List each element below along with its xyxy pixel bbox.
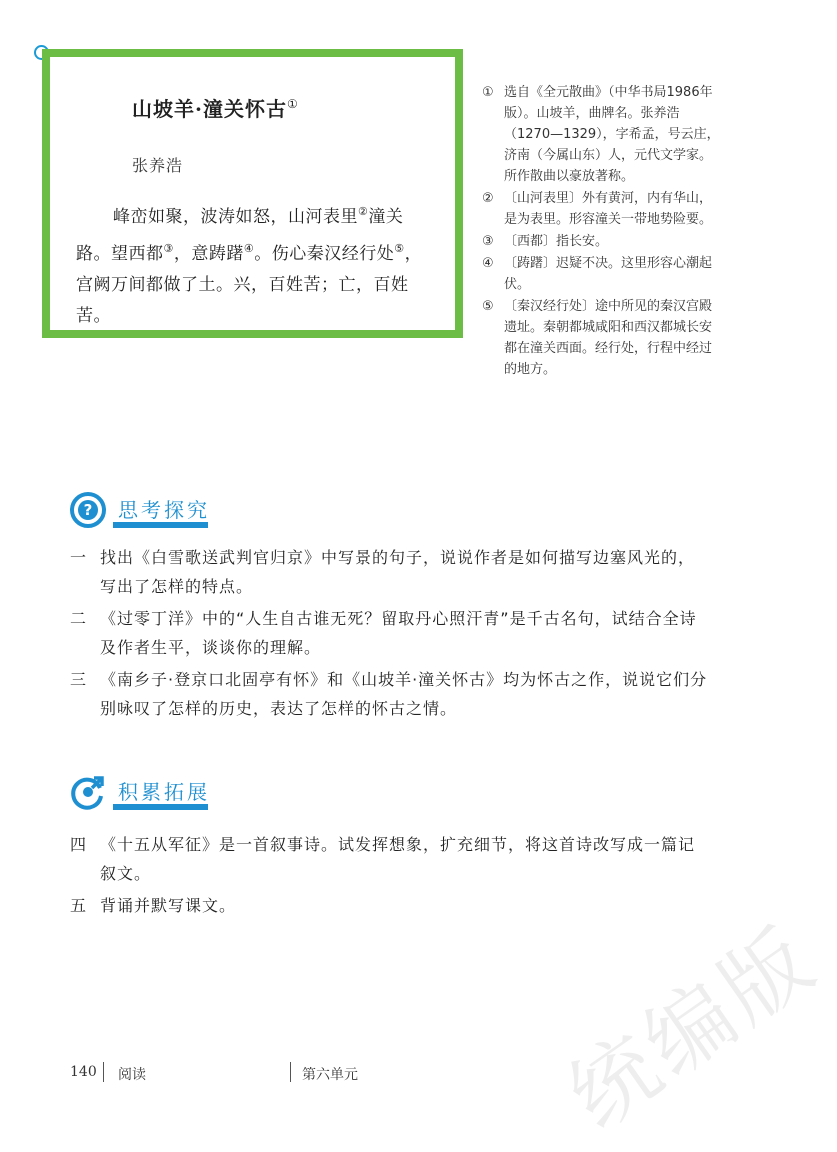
footnote-item: ③ 〔西都〕指长安。 xyxy=(482,234,609,249)
poem-title: 山坡羊·潼关怀古① xyxy=(132,97,299,121)
question-item: 四 《十五从军征》是一首叙事诗。试发挥想象，扩充细节，将这首诗改写成一篇记叙文。 xyxy=(70,835,696,883)
question-icon xyxy=(70,492,106,528)
footnote-item: ② 〔山河表里〕外有黄河，内有华山，是为表里。形容潼关一带地势险要。 xyxy=(482,191,713,227)
footnotes xyxy=(482,82,722,381)
footnote-item: ⑤ 〔秦汉经行处〕途中所见的秦汉宫殿遗址。秦朝都城咸阳和西汉都城长安都在潼关西面。经行处，行程中经过的地方。 xyxy=(482,299,713,377)
title-footnote-marker: ① xyxy=(286,97,299,111)
section-title-think: 思考探究 xyxy=(118,498,210,522)
question-item: 二 《过零丁洋》中的“人生自古谁无死？留取丹心照汗青”是千古名句，试结合全诗及作者生平，谈谈你的理解。 xyxy=(70,609,697,657)
question-item: 一 找出《白雪歌送武判官归京》中写景的句子，说说作者是如何描写边塞风光的，写出了怎样的特点。 xyxy=(70,548,696,596)
footnote-item: ① 选自《全元散曲》（中华书局1986年版）。山坡羊，曲牌名。张养浩（1270—1329），字希孟，号云庄，济南（今属山东）人，元代文学家。所作散曲以豪放著称。 xyxy=(482,85,720,184)
footer-divider xyxy=(290,1062,291,1082)
page-number: 140 xyxy=(70,1064,97,1080)
poem-author: 张养浩 xyxy=(132,156,184,175)
footer-section: 阅读 xyxy=(118,1067,146,1083)
footer-divider xyxy=(103,1062,104,1082)
question-item: 五 背诵并默写课文。 xyxy=(70,896,237,915)
poem-body: 峰峦如聚，波涛如怒，山河表里②潼关路。望西都③，意踌躇④。伤心秦汉经行处⑤，宫阙万间都做了土。兴，百姓苦；亡，百姓苦。 xyxy=(76,205,423,326)
svg-text:?: ? xyxy=(83,501,93,519)
question-item: 三 《南乡子·登京口北固亭有怀》和《山坡羊·潼关怀古》均为怀古之作，说说它们分别咏叹了怎样的历史，表达了怎样的怀古之情。 xyxy=(70,670,708,718)
footer-unit: 第六单元 xyxy=(302,1067,358,1083)
footnote-item: ④ 〔踌躇〕迟疑不决。这里形容心潮起伏。 xyxy=(482,256,713,292)
refresh-arrow-icon xyxy=(70,774,106,810)
watermark: 统编版 xyxy=(551,908,835,1149)
poem-box xyxy=(42,49,463,338)
extend-questions xyxy=(70,830,710,923)
think-questions xyxy=(70,543,710,726)
section-title-extend: 积累拓展 xyxy=(118,780,210,804)
